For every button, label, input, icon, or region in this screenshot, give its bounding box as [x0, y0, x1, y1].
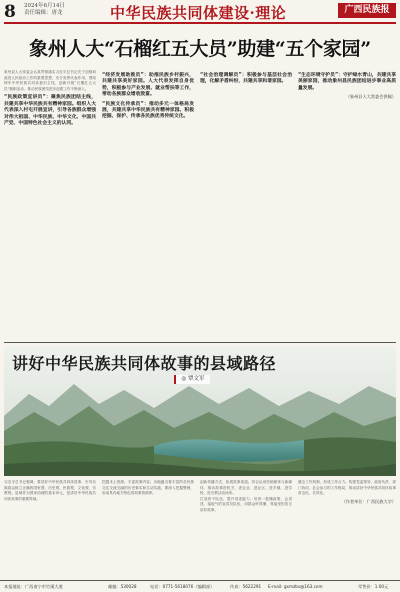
footer-phone: 电话：0771-5618076（编辑部）: [150, 584, 215, 589]
editor-credit: 责任编辑：唐龙: [24, 10, 63, 16]
article1-subhead: “民族政策宣讲员”：聚焦民族团结主线，共建共享中华民族共有精神家园。组织人大代表深入村屯开展宣讲，引导各族群众增强对伟大祖国、中华民族、中华文化、中国共产党、中国特色社会主义的认同。: [4, 95, 96, 126]
footer-fax: 传真：5622291: [230, 584, 262, 589]
article1-column-3: [200, 70, 292, 340]
article2-column-2: [102, 480, 194, 578]
masthead-meta: [24, 3, 65, 17]
page-footer: [0, 580, 400, 592]
article2-headline: 讲好中华民族共同体故事的县域路径: [12, 354, 277, 373]
footer-price: 零售价：1.00元: [358, 584, 389, 589]
issue-date: 2024年6月14日: [24, 3, 65, 9]
footer-email: E-mail: gxmzbs@163.com: [268, 584, 323, 589]
article2-author: ◎ 覃文军: [174, 375, 210, 384]
article1-headline: 象州人大“石榴红五大员”助建“五个家园”: [29, 38, 371, 60]
article2-landscape-photo: [4, 346, 396, 476]
article2-column-3: [200, 480, 292, 578]
article1-column-1: [4, 70, 96, 340]
masthead-rule: [4, 22, 396, 24]
article2-paragraph: 打造骨干队伍，提升讲述能力。培育一批懂政策、会讲述、接地气的宣讲员队伍，用群众听得懂、易接受的语言讲好故事。: [200, 496, 292, 512]
article1-paragraph: 象州县人大常委会认真贯彻落实习近平总书记关于加强和改进人民政协工作的重要思想，充分发挥代表作用，围绕铸牢中华民族共同体意识主线，创新开展“石榴红五大员”履职活动，推动民族团结进步创建工作不断深入。: [4, 70, 96, 91]
article2-paragraph: 习近平总书记强调，要讲好中华民族共同体故事，引导各族群众树立正确的国家观、历史观、民族观、文化观、宗教观。县域作为国家治理的基本单元，是讲好中华民族共同体故事的重要阵地。: [4, 480, 96, 501]
paper-name-badge: 广西民族报: [338, 3, 396, 18]
article1-column-4: [298, 70, 396, 340]
article1-subhead: “社会治理调解员”：积极参与基层社会治理，化解矛盾纠纷，共建共享和谐家园。: [200, 73, 292, 85]
masthead: [0, 0, 400, 22]
article1-column-2: [102, 70, 194, 340]
article1-byline: （象州县人大常委会供稿）: [345, 94, 396, 100]
footer-address: 本报地址：广西南宁市竹溪大道: [4, 584, 63, 589]
article2-column-1: [4, 480, 96, 578]
article2-paragraph: 挖掘本土资源，丰富故事内容。各地蕴含着丰富的各民族交往交流交融的历史事实和生动实践，要深入挖掘整理，形成具有地方特色的故事资源库。: [102, 480, 194, 496]
article2-author-affiliation: （作者单位：广西民族大学）: [341, 498, 396, 504]
article1-subhead: “民族文化传承员”：推动多元一体格局发展，共建共享中华民族共有精神家园。积极挖掘、保护、传承各民族优秀传统文化。: [102, 101, 194, 120]
article-divider: [4, 342, 396, 343]
footer-postcode: 邮编：530028: [108, 584, 137, 589]
article2-column-4: [298, 480, 396, 578]
article2-paragraph: 健全工作机制，形成工作合力。构建党委领导、政府负责、部门协同、社会参与的工作格局，推动讲好中华民族共同体故事常态化、长效化。: [298, 480, 396, 496]
article2-paragraph: 创新传播方式，拓展故事渠道。综合运用传统媒体与新媒体，推动故事进机关、进企业、进社区、进乡镇、进学校、进宗教活动场所。: [200, 480, 292, 496]
page-number: 8: [4, 2, 16, 22]
article1-subhead: “生态环境守护员”：守护绿水青山，共建共享美丽家园，推动象州县民族团结进步事业高质量发展。: [298, 73, 396, 91]
article1-subhead: “经济发展助推员”：助推民族乡村振兴，共建共享美好家园。人大代表发挥自身优势，积极参与产业发展、就业帮扶等工作，带动各族群众增收致富。: [102, 73, 194, 98]
section-title: 中华民族共同体建设·理论: [110, 4, 287, 22]
